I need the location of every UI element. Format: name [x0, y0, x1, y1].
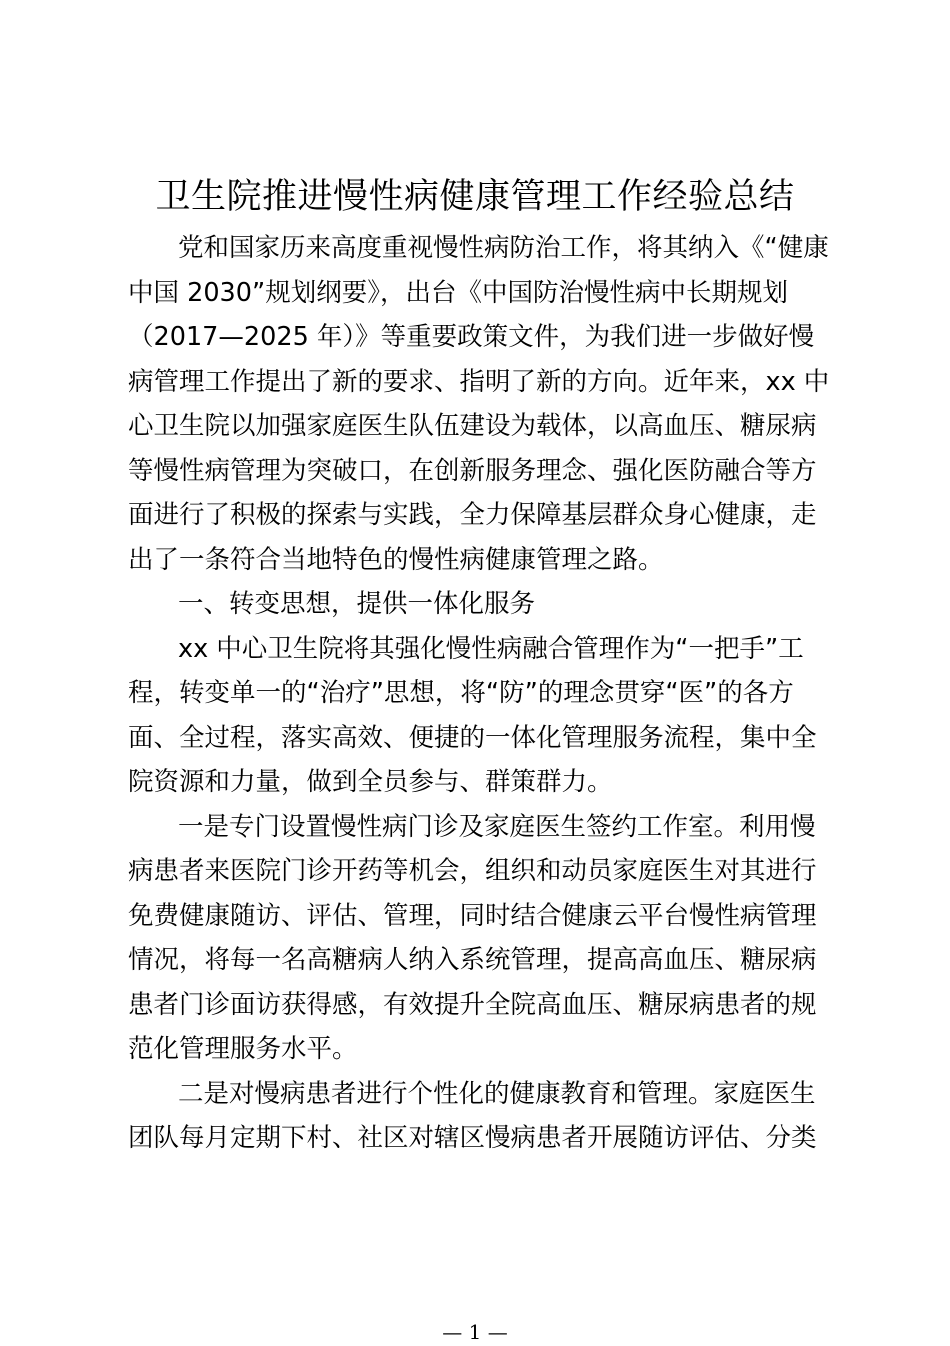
paragraph-3-line-4: 情况，将每一名高糖病人纳入系统管理，提高高血压、糖尿病 [128, 945, 817, 975]
paragraph-2-line-3: 面、全过程，落实高效、便捷的一体化管理服务流程，集中全 [128, 723, 817, 753]
paragraph-2-line-4: 院资源和力量，做到全员参与、群策群力。 [128, 767, 613, 797]
paragraph-1-line-4: 病管理工作提出了新的要求、指明了新的方向。近年来，xx 中 [128, 367, 830, 397]
paragraph-3-line-5: 患者门诊面访获得感，有效提升全院高血压、糖尿病患者的规 [128, 990, 817, 1020]
paragraph-2-line-1: xx 中心卫生院将其强化慢性病融合管理作为“一把手”工 [178, 634, 804, 664]
paragraph-1-line-8: 出了一条符合当地特色的慢性病健康管理之路。 [128, 545, 664, 575]
paragraph-4-line-2: 团队每月定期下村、社区对辖区慢病患者开展随访评估、分类 [128, 1123, 817, 1153]
paragraph-1-line-6: 等慢性病管理为突破口，在创新服务理念、强化医防融合等方 [128, 456, 817, 486]
paragraph-4-line-1: 二是对慢病患者进行个性化的健康教育和管理。家庭医生 [178, 1079, 816, 1109]
paragraph-1-line-3: （2017—2025 年）》等重要政策文件，为我们进一步做好慢 [128, 322, 815, 352]
paragraph-3-line-6: 范化管理服务水平。 [128, 1034, 358, 1064]
paragraph-3-line-3: 免费健康随访、评估、管理，同时结合健康云平台慢性病管理 [128, 901, 817, 931]
paragraph-1-line-1: 党和国家历来高度重视慢性病防治工作，将其纳入《“健康 [178, 233, 829, 263]
paragraph-3-line-1: 一是专门设置慢性病门诊及家庭医生签约工作室。利用慢 [178, 812, 816, 842]
paragraph-1-line-5: 心卫生院以加强家庭医生队伍建设为载体，以高血压、糖尿病 [128, 411, 817, 441]
page-number: — 1 — [442, 1320, 508, 1344]
section-heading-1: 一、转变思想，提供一体化服务 [178, 589, 536, 619]
document-title: 卫生院推进慢性病健康管理工作经验总结 [155, 177, 795, 217]
paragraph-1-line-7: 面进行了积极的探索与实践，全力保障基层群众身心健康，走 [128, 500, 817, 530]
paragraph-1-line-2: 中国 2030”规划纲要》，出台《中国防治慢性病中长期规划 [128, 278, 788, 308]
paragraph-2-line-2: 程，转变单一的“治疗”思想，将“防”的理念贯穿“医”的各方 [128, 678, 794, 708]
paragraph-3-line-2: 病患者来医院门诊开药等机会，组织和动员家庭医生对其进行 [128, 856, 817, 886]
